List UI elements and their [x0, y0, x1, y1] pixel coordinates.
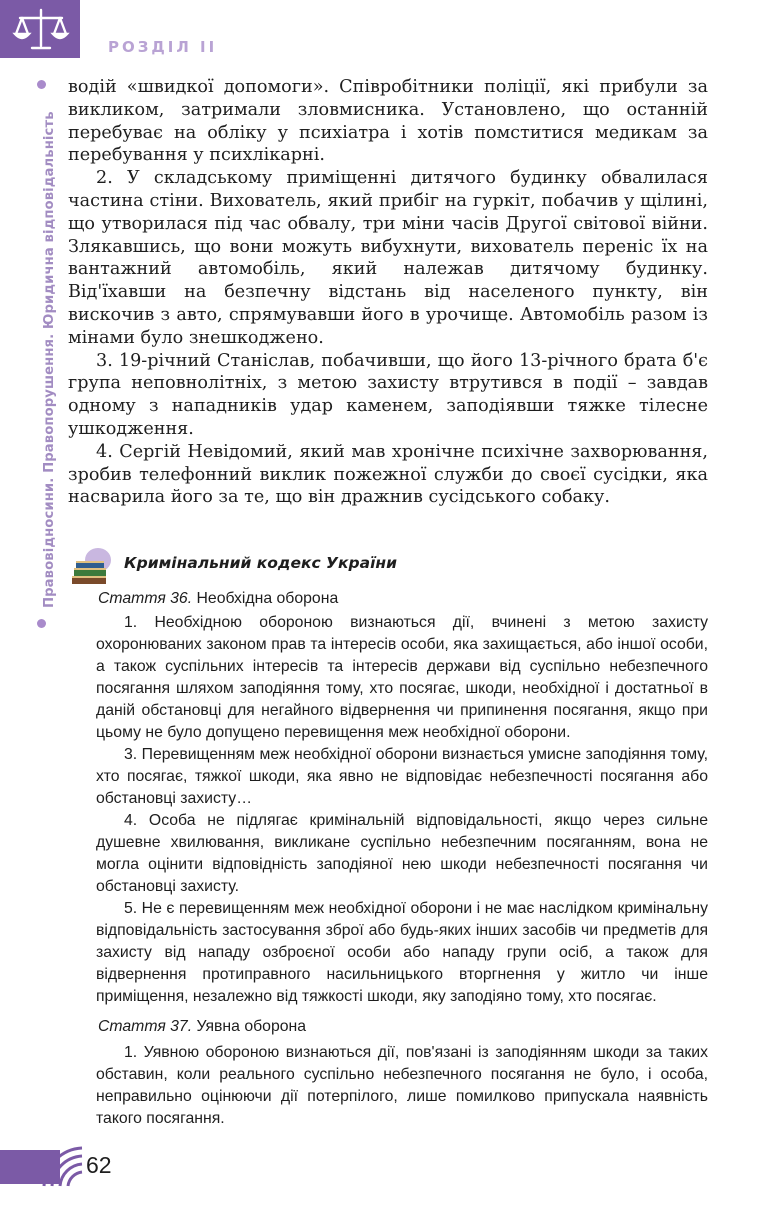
- main-text: [68, 76, 708, 509]
- paragraph: 3. 19-річний Станіслав, побачивши, що його 13-річного брата б'є група неповнолітніх, з метою захисту втрутився в події – завдав одному з нападників удар каменем, заподіявши тяжке тілесне ушкодження.: [68, 350, 708, 439]
- scales-of-justice-icon: [12, 6, 70, 54]
- article-36-label: Стаття 36.: [98, 590, 193, 607]
- article-36-name: Необхідна оборона: [196, 590, 339, 607]
- side-dot-bottom: [37, 619, 46, 628]
- section-label: РОЗДІЛ II: [108, 38, 218, 56]
- side-vertical-title: Правовідносини. Правопорушення. Юридична відповідальність: [42, 111, 57, 608]
- scales-logo-box: [0, 0, 80, 58]
- paragraph: 2. У складському приміщенні дитячого будинку обвалилася частина стіни. Вихователь, який прибіг на гуркіт, побачив у щілині, що утворилася під час обвалу, три міни часів Другої світової війни. Злякавшись, що вони можуть вибухнути, вихователь переніс їх на вантажний автомобіль, який належав дитячому будинку. Від'їхавши на безпечну відстань від населеного пункту, він вискочив з авто, спрямувавши його в урочище. Автомобіль разом із мінами було знешкоджено.: [68, 168, 708, 348]
- footer-arcs-icon: [40, 1142, 84, 1188]
- law-text: [96, 588, 708, 1130]
- paragraph: водій «швидкої допомоги». Співробітники поліції, які прибули за викликом, затримали зловмисника. Установлено, що останній перебуває на обліку у психіатра і хотів помститися медикам за перебування у психлікарні.: [68, 77, 708, 166]
- books-icon: [68, 546, 120, 590]
- article-36-heading: [98, 588, 708, 610]
- law-title: Кримінальний кодекс України: [124, 554, 397, 572]
- article-paragraph: 3. Перевищенням меж необхідної оборони визнається умисне заподіяння тому, хто посягає, тяжкої шкоди, яка явно не відповідає небезпечності посягання або обстановці захисту…: [96, 746, 708, 807]
- page-number: 62: [86, 1152, 112, 1178]
- article-paragraph: 4. Особа не підлягає кримінальній відповідальності, якщо через сильне душевне хвилювання, викликане суспільно небезпечним посяганням, вона не могла оцінити відповідність заподіяної нею шкоди небезпечності посягання чи обстановці захисту.: [96, 812, 708, 895]
- article-37-name: Уявна оборона: [196, 1018, 307, 1035]
- article-37-label: Стаття 37.: [98, 1018, 193, 1035]
- article-paragraph: 1. Необхідною обороною визнаються дії, вчинені з метою захисту охоронюваних законом прав та інтересів особи, яка захищається, або іншої особи, а також суспільних інтересів та інтересів держави від суспільно небезпечного посягання шляхом заподіяння тому, хто посягає, шкоди, необхідної і достатньої в даній обстановці для негайного відвернення чи припинення посягання, якщо при цьому не було допущено перевищення меж необхідної оборони.: [96, 614, 708, 741]
- paragraph: 4. Сергій Невідомий, який мав хронічне психічне захворювання, зробив телефонний виклик пожежної служби до своєї сусідки, яка насварила його за те, що він дражнив сусідського собаку.: [68, 441, 708, 508]
- side-dot-top: [37, 80, 46, 89]
- article-paragraph: 1. Уявною обороною визнаються дії, пов'язані із заподіянням шкоди за таких обставин, коли реального суспільно небезпечного посягання не було, і особа, неправильно оцінюючи дії потерпілого, лише помилково припускала наявність такого посягання.: [96, 1044, 708, 1127]
- article-37-heading: [98, 1016, 708, 1038]
- article-paragraph: 5. Не є перевищенням меж необхідної оборони і не має наслідком кримінальну відповідальність застосування зброї або будь-яких інших засобів чи предметів для захисту від нападу озброєної особи або нападу групи осіб, а також для відвернення протиправного насильницького вторгнення у житло чи інше приміщення, незалежно від тяжкості шкоди, яку заподіяно тому, хто посягає.: [96, 900, 708, 1005]
